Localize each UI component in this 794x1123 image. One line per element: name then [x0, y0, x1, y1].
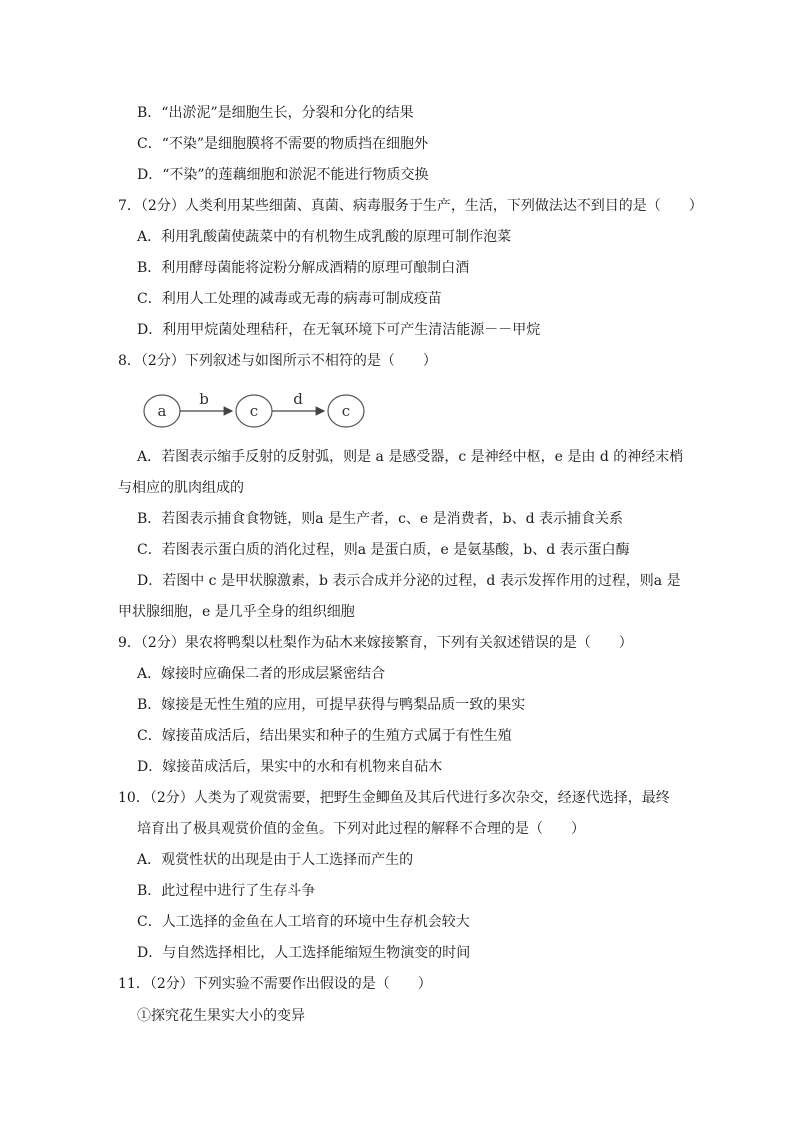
q7-option-a: A．利用乳酸菌使蔬菜中的有机物生成乳酸的原理可制作泡菜	[137, 229, 512, 245]
q9-option-a: A．嫁接时应确保二者的形成层紧密结合	[137, 666, 386, 682]
q8-option-a-line2: 与相应的肌肉组成的	[118, 480, 244, 496]
q8-option-c: C．若图表示蛋白质的消化过程，则a 是蛋白质，e 是氨基酸，b、d 表示蛋白酶	[137, 542, 630, 558]
diagram-arrow-2-label: d	[293, 390, 303, 408]
q11-stem: 11．（2分）下列实验不需要作出假设的是（ ）	[118, 976, 432, 992]
q10-option-d: D．与自然选择相比，人工选择能缩短生物演变的时间	[137, 945, 471, 961]
q10-option-a: A．观赏性状的出现是由于人工选择而产生的	[137, 852, 414, 868]
q6-option-b: B．“出淤泥”是细胞生长，分裂和分化的结果	[137, 105, 414, 121]
q8-option-d-line2: 甲状腺细胞，e 是几乎全身的组织细胞	[118, 604, 355, 620]
q7-option-d: D．利用甲烷菌处理秸秆，在无氧环境下可产生清洁能源－－甲烷	[137, 322, 541, 338]
q8-flow-diagram	[140, 386, 380, 436]
q10-option-b: B．此过程中进行了生存斗争	[137, 883, 316, 899]
q7-stem: 7．（2分）人类利用某些细菌、真菌、病毒服务于生产，生活，下列做法达不到目的是（ ）	[118, 198, 703, 214]
q9-option-d: D．嫁接苗成活后，果实中的水和有机物来自砧木	[137, 759, 443, 775]
q8-option-d-line1: D．若图中 c 是甲状腺激素，b 表示合成并分泌的过程，d 表示发挥作用的过程，则a 是	[137, 573, 681, 589]
q10-stem-line1: 10．（2分）人类为了观赏需要，把野生金鲫鱼及其后代进行多次杂交，经逐代选择，最终	[118, 790, 670, 806]
q11-item-1: ①探究花生果实大小的变异	[137, 1008, 305, 1024]
q10-stem-line2: 培育出了极具观赏价值的金鱼。下列对此过程的解释不合理的是（ ）	[137, 821, 585, 837]
q9-option-b: B．嫁接是无性生殖的应用，可提早获得与鸭梨品质一致的果实	[137, 697, 526, 713]
diagram-node-1-label: a	[157, 402, 167, 420]
q8-stem: 8．（2分）下列叙述与如图所示不相符的是（ ）	[118, 353, 437, 369]
q9-option-c: C．嫁接苗成活后，结出果实和种子的生殖方式属于有性生殖	[137, 728, 512, 744]
q7-option-b: B．利用酵母菌能将淀粉分解成酒精的原理可酿制白酒	[137, 260, 470, 276]
q8-option-b: B．若图表示捕食食物链，则a 是生产者，c、e 是消费者，b、d 表示捕食关系	[137, 511, 624, 527]
q6-option-d: D．“不染”的莲藕细胞和淤泥不能进行物质交换	[137, 167, 429, 183]
q9-stem: 9．（2分）果农将鸭梨以杜梨作为砧木来嫁接繁育，下列有关叙述错误的是（ ）	[118, 635, 633, 651]
diagram-arrow-1-label: b	[199, 390, 209, 408]
diagram-node-2-label: c	[249, 402, 259, 420]
q7-option-c: C．利用人工处理的减毒或无毒的病毒可制成疫苗	[137, 291, 442, 307]
q6-option-c: C．“不染”是细胞膜将不需要的物质挡在细胞外	[137, 136, 429, 152]
q8-option-a-line1: A．若图表示缩手反射的反射弧，则是 a 是感受器，c 是神经中枢，e 是由 d 的神经末梢	[137, 449, 684, 465]
diagram-node-3-label: c	[341, 402, 351, 420]
q10-option-c: C．人工选择的金鱼在人工培育的环境中生存机会较大	[137, 914, 470, 930]
